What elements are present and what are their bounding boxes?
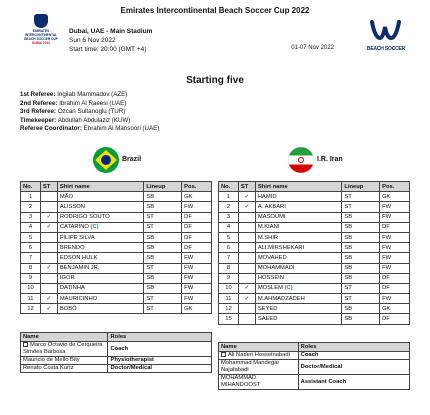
player-lineup: SB bbox=[144, 283, 182, 293]
col-no: No. bbox=[21, 182, 41, 192]
player-position: FW bbox=[380, 232, 410, 242]
tournament-dates: 01-07 Nov 2022 bbox=[291, 45, 334, 51]
player-shirt-name bbox=[255, 222, 342, 232]
player-shirt-name bbox=[255, 273, 342, 283]
player-number: 11 bbox=[21, 294, 41, 304]
player-position: FW bbox=[380, 212, 410, 222]
player-position: FW bbox=[380, 263, 410, 273]
player-lineup: SB bbox=[342, 304, 380, 314]
player-lineup: SB bbox=[144, 232, 182, 242]
player-shirt-name bbox=[255, 202, 342, 212]
starter-check bbox=[40, 192, 57, 202]
col-pos: Pos. bbox=[182, 182, 212, 192]
table-row bbox=[219, 253, 410, 263]
player-position: GK bbox=[380, 304, 410, 314]
shirt-name-text: CATARINO bbox=[59, 224, 89, 231]
player-lineup: ST bbox=[342, 294, 380, 304]
staff-name bbox=[219, 375, 299, 390]
official-label: 3rd Referee: bbox=[20, 108, 57, 116]
player-shirt-name bbox=[255, 283, 342, 293]
col-pos: Pos. bbox=[380, 182, 410, 192]
player-shirt-name bbox=[57, 222, 144, 232]
player-lineup: ST bbox=[342, 283, 380, 293]
player-lineup: ST bbox=[144, 222, 182, 232]
official-value: Ibrahim Al Raeesi (UAE) bbox=[59, 99, 127, 107]
starter-check: ✓ bbox=[238, 294, 255, 304]
table-row bbox=[219, 314, 410, 324]
logo-line: BEACH SOCCER CUP bbox=[24, 37, 58, 41]
player-lineup: SB bbox=[342, 222, 380, 232]
table-row bbox=[21, 283, 212, 293]
player-shirt-name bbox=[255, 314, 342, 324]
staff-role: Coach bbox=[108, 342, 212, 357]
col-shirt: Shirt name bbox=[255, 182, 342, 192]
starter-check: ✓ bbox=[238, 202, 255, 212]
starter-check bbox=[40, 253, 57, 263]
player-number: 12 bbox=[219, 304, 239, 314]
official-label: 2nd Referee: bbox=[20, 99, 58, 107]
beach-soccer-logo bbox=[362, 18, 410, 52]
starter-check bbox=[40, 232, 57, 242]
staff-table-brazil bbox=[20, 332, 212, 373]
player-shirt-name bbox=[255, 192, 342, 202]
staff-row bbox=[219, 352, 410, 360]
official-row bbox=[20, 117, 159, 126]
player-number: 8 bbox=[21, 263, 41, 273]
table-row bbox=[21, 192, 212, 202]
player-shirt-name bbox=[57, 304, 144, 314]
staff-name-text: Ali Naderi Hosseinabadi bbox=[228, 352, 290, 358]
official-value: Abdullah Abdulaziz (KUW) bbox=[57, 116, 131, 124]
player-number: 6 bbox=[219, 243, 239, 253]
starter-check: ✓ bbox=[40, 304, 57, 314]
staff-name-text: Marco Octavio de Cerqueira Simões Barbosa bbox=[23, 342, 103, 355]
starter-check bbox=[238, 304, 255, 314]
shirt-name-text: A. AKBARI bbox=[257, 203, 286, 210]
shirt-name-text: SAEED bbox=[257, 316, 278, 323]
match-info bbox=[69, 27, 152, 54]
shirt-name-text: EDSON HULK bbox=[59, 254, 98, 261]
player-position: DF bbox=[380, 283, 410, 293]
trophy-emblem-icon bbox=[34, 14, 48, 28]
table-row bbox=[219, 243, 410, 253]
col-roles: Roles bbox=[108, 333, 212, 342]
player-number: 4 bbox=[21, 222, 41, 232]
staff-header-row bbox=[219, 343, 410, 352]
logo-line: EMIRATES bbox=[32, 29, 50, 33]
player-position: FW bbox=[380, 253, 410, 263]
staff-row bbox=[219, 375, 410, 390]
player-position: FW bbox=[182, 294, 212, 304]
shirt-name-text: MASOUMI bbox=[257, 214, 286, 221]
player-lineup: ST bbox=[144, 263, 182, 273]
starter-check bbox=[238, 222, 255, 232]
captain-badge: (C) bbox=[90, 224, 99, 231]
player-number: 6 bbox=[21, 243, 41, 253]
roster-header-row bbox=[219, 182, 410, 192]
captain-badge: (C) bbox=[284, 285, 293, 292]
table-row bbox=[21, 212, 212, 222]
player-position: GK bbox=[182, 192, 212, 202]
table-row bbox=[219, 273, 410, 283]
table-row bbox=[219, 232, 410, 242]
player-position: DF bbox=[182, 243, 212, 253]
staff-name bbox=[21, 365, 108, 373]
shirt-name-text: DATINHA bbox=[59, 285, 85, 292]
player-number: 3 bbox=[219, 212, 239, 222]
shirt-name-text: M.KIANI bbox=[257, 224, 280, 231]
staff-name bbox=[219, 352, 299, 360]
player-number: 5 bbox=[219, 232, 239, 242]
player-shirt-name bbox=[57, 202, 144, 212]
player-position: FW bbox=[182, 202, 212, 212]
player-lineup: SB bbox=[144, 273, 182, 283]
table-row bbox=[21, 263, 212, 273]
brazil-flag-icon bbox=[92, 146, 120, 174]
starter-check: ✓ bbox=[238, 283, 255, 293]
shirt-name-text: ALISSON bbox=[59, 203, 85, 210]
iran-flag-icon bbox=[287, 146, 315, 174]
player-number: 2 bbox=[219, 202, 239, 212]
player-shirt-name bbox=[255, 263, 342, 273]
player-shirt-name bbox=[57, 212, 144, 222]
staff-name-text: MOHAMMAD MIHANDOOST bbox=[221, 375, 261, 388]
table-row bbox=[21, 253, 212, 263]
table-row bbox=[21, 222, 212, 232]
staff-row bbox=[219, 360, 410, 375]
staff-table-iran bbox=[218, 342, 410, 390]
player-position: FW bbox=[380, 294, 410, 304]
player-shirt-name bbox=[255, 304, 342, 314]
player-lineup: SB bbox=[342, 253, 380, 263]
player-lineup: SB bbox=[342, 243, 380, 253]
logo-line: DUBAI 2022 bbox=[31, 41, 51, 45]
player-position: FW bbox=[380, 243, 410, 253]
table-row bbox=[21, 243, 212, 253]
official-label: Referee Coordinator: bbox=[20, 125, 82, 133]
starter-check bbox=[238, 263, 255, 273]
table-row bbox=[219, 304, 410, 314]
official-row bbox=[20, 91, 159, 100]
starter-check bbox=[238, 232, 255, 242]
player-number: 9 bbox=[21, 273, 41, 283]
col-no: No. bbox=[219, 182, 239, 192]
player-shirt-name bbox=[57, 232, 144, 242]
shirt-name-text: SEYED bbox=[257, 305, 278, 312]
starter-check bbox=[238, 212, 255, 222]
shirt-name-text: RODRIGO SOUTO bbox=[59, 214, 110, 221]
player-shirt-name bbox=[255, 232, 342, 242]
player-shirt-name bbox=[57, 283, 144, 293]
player-position: FW bbox=[182, 273, 212, 283]
staff-name bbox=[21, 342, 108, 357]
starter-check: ✓ bbox=[238, 192, 255, 202]
player-lineup: ST bbox=[144, 294, 182, 304]
officials-list bbox=[20, 91, 159, 134]
starter-check bbox=[238, 253, 255, 263]
player-number: 10 bbox=[219, 283, 239, 293]
staff-name bbox=[21, 357, 108, 365]
starter-check: ✓ bbox=[40, 294, 57, 304]
table-row bbox=[219, 192, 410, 202]
col-shirt: Shirt name bbox=[57, 182, 144, 192]
table-row bbox=[219, 294, 410, 304]
tournament-logo bbox=[20, 14, 62, 45]
shirt-name-text: MAURICINHO bbox=[59, 295, 98, 302]
player-number: 8 bbox=[219, 263, 239, 273]
player-lineup: ST bbox=[144, 212, 182, 222]
player-position: FW bbox=[182, 253, 212, 263]
official-row bbox=[20, 108, 159, 117]
staff-name-text: Renato Costa Kurtz bbox=[23, 365, 74, 371]
staff-row bbox=[21, 342, 212, 357]
player-shirt-name bbox=[57, 294, 144, 304]
shirt-name-text: HAMID bbox=[257, 193, 277, 200]
player-number: 12 bbox=[21, 304, 41, 314]
col-lineup: Lineup bbox=[342, 182, 380, 192]
shirt-name-text: MOHAMMADI bbox=[257, 265, 295, 272]
player-position: GK bbox=[380, 192, 410, 202]
shirt-name-text: HOSSEIN bbox=[257, 275, 284, 282]
player-lineup: SB bbox=[342, 212, 380, 222]
official-label: 1st Referee: bbox=[20, 91, 56, 98]
col-name: Name bbox=[21, 333, 108, 342]
shirt-name-text: MOVAHED bbox=[257, 254, 287, 261]
staff-name bbox=[219, 360, 299, 375]
table-row bbox=[21, 304, 212, 314]
starter-check: ✓ bbox=[40, 222, 57, 232]
player-number: 10 bbox=[21, 283, 41, 293]
shirt-name-text: BOBÔ bbox=[59, 305, 77, 312]
staff-role: Coach bbox=[298, 352, 409, 360]
table-row bbox=[219, 283, 410, 293]
staff-header-row bbox=[21, 333, 212, 342]
player-number: 7 bbox=[219, 253, 239, 263]
col-roles: Roles bbox=[298, 343, 409, 352]
player-lineup: ST bbox=[342, 192, 380, 202]
player-position: DF bbox=[380, 222, 410, 232]
staff-name-text: Mauricio de Mello Bity bbox=[23, 357, 80, 363]
shirt-name-text: MÃO bbox=[59, 193, 74, 200]
player-shirt-name bbox=[57, 253, 144, 263]
official-label: Timekeeper: bbox=[20, 116, 57, 124]
starter-check bbox=[238, 273, 255, 283]
col-st: ST bbox=[40, 182, 57, 192]
player-number: 15 bbox=[219, 314, 239, 324]
roster-table-brazil bbox=[20, 181, 212, 314]
player-position: GK bbox=[182, 304, 212, 314]
staff-name-text: Mohammad Mandegar Najafabadi bbox=[221, 360, 280, 373]
shirt-name-text: FILIPE SILVA bbox=[59, 234, 95, 241]
starter-check bbox=[238, 314, 255, 324]
table-row bbox=[21, 294, 212, 304]
shirt-name-text: MOSLEM bbox=[257, 285, 283, 292]
player-lineup: SB bbox=[144, 253, 182, 263]
venue: Dubai, UAE - Main Stadium bbox=[69, 28, 153, 35]
checkbox-icon bbox=[221, 352, 226, 357]
team-name: I.R. Iran bbox=[317, 156, 343, 163]
table-row bbox=[219, 263, 410, 273]
player-lineup: SB bbox=[144, 243, 182, 253]
player-shirt-name bbox=[57, 263, 144, 273]
shirt-name-text: ALI.MIRSHEKARI bbox=[257, 244, 305, 251]
team-header-brazil bbox=[92, 146, 212, 174]
col-name: Name bbox=[219, 343, 299, 352]
beach-soccer-mark-icon bbox=[369, 18, 403, 40]
player-number: 5 bbox=[21, 232, 41, 242]
shirt-name-text: BENJAMIN JR. bbox=[59, 265, 100, 272]
player-lineup: SB bbox=[342, 263, 380, 273]
player-position: FW bbox=[380, 202, 410, 212]
player-lineup: SB bbox=[342, 273, 380, 283]
match-date: Sun 6 Nov 2022 bbox=[69, 37, 116, 44]
official-value: Ozcan Sultanoglu (TUR) bbox=[57, 108, 126, 116]
table-row bbox=[219, 212, 410, 222]
shirt-name-text: M.AHMADZADEH bbox=[257, 295, 305, 302]
staff-role: Assistant Coach bbox=[298, 375, 409, 390]
player-number: 11 bbox=[219, 294, 239, 304]
starter-check bbox=[40, 273, 57, 283]
player-shirt-name bbox=[57, 243, 144, 253]
player-lineup: SB bbox=[144, 192, 182, 202]
staff-role: Doctor/Medical bbox=[298, 360, 409, 375]
starter-check: ✓ bbox=[40, 212, 57, 222]
player-shirt-name bbox=[255, 243, 342, 253]
player-position: DF bbox=[182, 222, 212, 232]
table-row bbox=[21, 273, 212, 283]
player-number: 3 bbox=[21, 212, 41, 222]
player-lineup: SB bbox=[144, 202, 182, 212]
player-position: FW bbox=[182, 263, 212, 273]
player-number: 2 bbox=[21, 202, 41, 212]
player-shirt-name bbox=[255, 294, 342, 304]
team-name: Brazil bbox=[122, 156, 142, 163]
shirt-name-text: BRENDO bbox=[59, 244, 85, 251]
player-shirt-name bbox=[255, 253, 342, 263]
event-title: Emirates Intercontinental Beach Soccer Cup 2022 bbox=[120, 6, 310, 15]
player-number: 1 bbox=[219, 192, 239, 202]
player-lineup: SB bbox=[342, 232, 380, 242]
logo-text: BEACH SOCCER bbox=[366, 46, 406, 52]
player-position: DF bbox=[182, 232, 212, 242]
player-lineup: ST bbox=[144, 304, 182, 314]
player-number: 9 bbox=[219, 273, 239, 283]
shirt-name-text: IGOR bbox=[59, 275, 75, 282]
official-value: Ebrahim Al Mansoori (UAE) bbox=[83, 125, 160, 133]
player-shirt-name bbox=[57, 273, 144, 283]
player-shirt-name bbox=[255, 212, 342, 222]
staff-row bbox=[21, 365, 212, 373]
starter-check bbox=[40, 243, 57, 253]
player-number: 1 bbox=[21, 192, 41, 202]
col-lineup: Lineup bbox=[144, 182, 182, 192]
player-position: FW bbox=[182, 283, 212, 293]
player-position: DF bbox=[380, 273, 410, 283]
player-lineup: SB bbox=[342, 314, 380, 324]
col-st: ST bbox=[238, 182, 255, 192]
table-row bbox=[219, 222, 410, 232]
staff-row bbox=[21, 357, 212, 365]
player-number: 4 bbox=[219, 222, 239, 232]
checkbox-icon bbox=[23, 342, 28, 347]
table-row bbox=[21, 202, 212, 212]
player-lineup: ST bbox=[342, 202, 380, 212]
staff-role: Doctor/Medical bbox=[108, 365, 212, 373]
starter-check bbox=[40, 283, 57, 293]
starter-check: ✓ bbox=[40, 263, 57, 273]
roster-table-iran bbox=[218, 181, 410, 325]
start-time: Start time: 20:00 (GMT +4) bbox=[69, 46, 147, 53]
player-number: 7 bbox=[21, 253, 41, 263]
roster-header-row bbox=[21, 182, 212, 192]
official-value: Ingilab Mammadov (AZE) bbox=[57, 91, 128, 98]
table-row bbox=[219, 202, 410, 212]
starter-check bbox=[238, 243, 255, 253]
page-title: Starting five bbox=[186, 75, 244, 86]
shirt-name-text: M.SHIR bbox=[257, 234, 279, 241]
player-position: DF bbox=[182, 212, 212, 222]
player-shirt-name bbox=[57, 192, 144, 202]
logo-line: INTERCONTINENTAL bbox=[24, 33, 58, 37]
staff-role: Physiotherapist bbox=[108, 357, 212, 365]
team-header-iran bbox=[287, 146, 407, 174]
starter-check bbox=[40, 202, 57, 212]
player-position: DF bbox=[380, 314, 410, 324]
official-row bbox=[20, 125, 159, 134]
table-row bbox=[21, 232, 212, 242]
official-row bbox=[20, 100, 159, 109]
